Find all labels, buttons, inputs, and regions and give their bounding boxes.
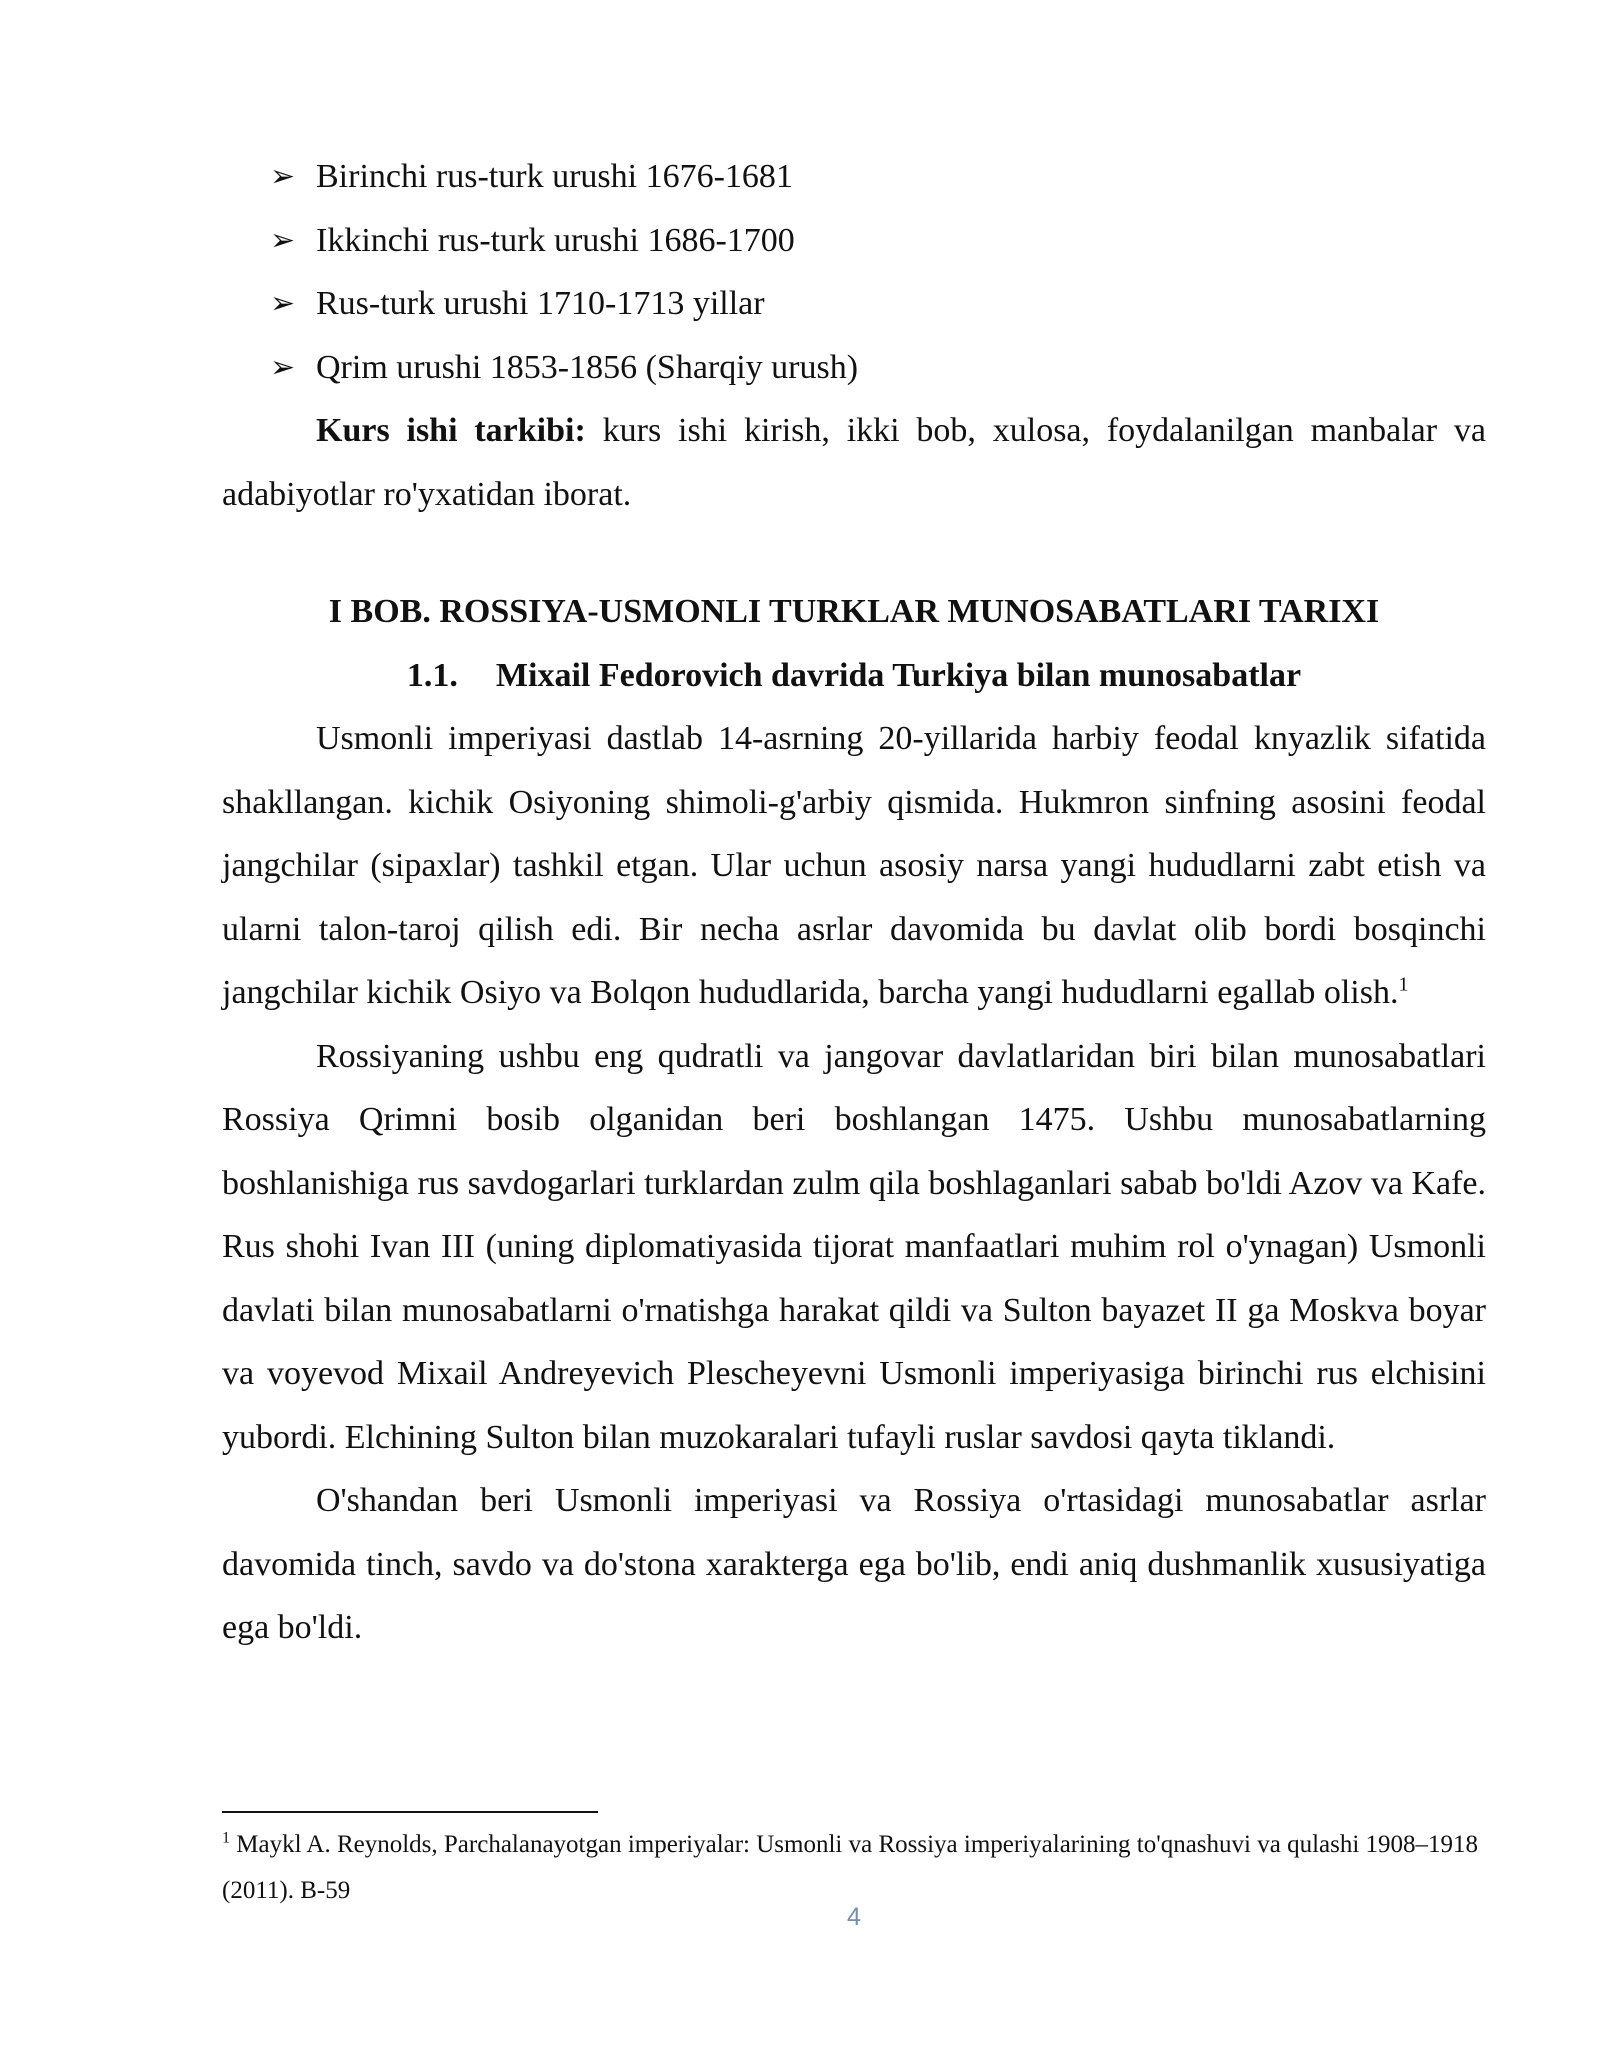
list-item-text: Qrim urushi 1853-1856 (Sharqiy urush) [316,348,859,386]
course-structure-label: Kurs ishi tarkibi: [316,412,586,449]
page-number: 4 [847,1903,861,1931]
list-item [222,145,1486,209]
war-list [222,145,1486,399]
arrow-bullet-icon: ➢ [270,222,296,258]
course-structure-paragraph [222,399,1486,526]
footnote-separator [222,1811,598,1813]
body-paragraph-3 [222,1469,1486,1660]
section-number: 1.1. [406,656,458,694]
arrow-bullet-icon: ➢ [270,286,296,321]
list-item-text: Birinchi rus-turk urushi 1676-1681 [316,158,793,195]
body-paragraph-1 [222,707,1486,1025]
arrow-bullet-icon: ➢ [270,349,296,385]
list-item [222,209,1486,273]
course-structure-text: kurs ishi kirish, ikki bob, xulosa, foydalanilgan manbalar va adabiyotlar ro'yxatidan iborat. [222,412,1486,513]
list-item [222,272,1486,336]
paragraph-text: O'shandan beri Usmonli imperiyasi va Rossiya o'rtasidagi munosabatlar asrlar davomida tinch, savdo va do'stona xarakterga ega bo'lib, endi aniq dushmanlik xususiyatiga ega bo'ldi. [222,1482,1486,1646]
paragraph-text: Rossiyaning ushbu eng qudratli va jangovar davlatlaridan biri bilan munosabatlari Rossiya Qrimni bosib olganidan beri boshlangan 1475. Ushbu munosabatlarning boshlanishiga rus savdogarlari turklardan zulm qila boshlaganlari sabab bo'ldi Azov va Kafe. Rus shohi Ivan III (uning diplomatiyasida tijorat manfaatlari muhim rol o'ynagan) Usmonli davlati bilan munosabatlarni o'rnatishga harakat qildi va Sulton bayazet II ga Moskva boyar va voyevod Mixail Andreyevich Plescheyevni Usmonli imperiyasiga birinchi rus elchisini yubordi. Elchining Sulton bilan muzokaralari tufayli ruslar savdosi qayta tiklandi. [222,1037,1486,1456]
chapter-title: I BOB. ROSSIYA-USMONLI TURKLAR MUNOSABATLARI TARIXI [328,593,1380,630]
paragraph-text: Usmonli imperiyasi dastlab 14-asrning 20-yillarida harbiy feodal knyazlik sifatida shakllangan. kichik Osiyoning shimoli-g'arbiy qismida. Hukmron sinfning asosini feodal jangchilar (sipaxlar) tashkil etgan. Ular uchun asosiy narsa yangi hududlarni zabt etish va ularni talon-taroj qilish edi. Bir necha asrlar davomida bu davlat olib bordi bosqinchi jangchilar kichik Osiyo va Bolqon hududlarida, barcha yangi hududlarni egallab olish. [222,720,1486,1011]
footnote-reference[interactable]: 1 [1398,973,1409,996]
section-heading [222,644,1486,708]
list-item [222,336,1486,400]
list-item-text: Ikkinchi rus-turk urushi 1686-1700 [316,221,795,259]
footnote [222,1822,1486,1914]
footnote-text: Maykl A. Reynolds, Parchalanayotgan imperiyalar: Usmonli va Rossiya imperiyalarining to'qnashuvi va qulashi 1908–1918 (2011). B-59 [222,1831,1479,1904]
arrow-bullet-icon: ➢ [270,159,296,194]
list-item-text: Rus-turk urushi 1710-1713 yillar [316,285,765,322]
document-page [222,145,1486,1660]
body-paragraph-2 [222,1025,1486,1470]
section-title: Mixail Fedorovich davrida Turkiya bilan munosabatlar [495,656,1302,694]
footnote-number: 1 [222,1829,230,1847]
